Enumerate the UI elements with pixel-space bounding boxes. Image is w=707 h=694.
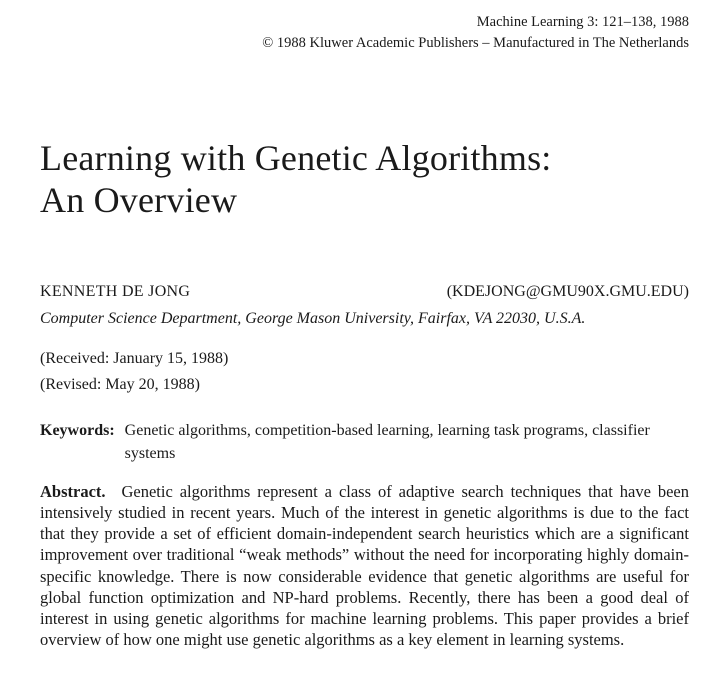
author-affiliation: Computer Science Department, George Mason University, Fairfax, VA 22030, U.S.A. bbox=[40, 310, 586, 328]
revised-date: (Revised: May 20, 1988) bbox=[40, 376, 200, 394]
journal-header bbox=[40, 12, 689, 53]
keywords-block bbox=[40, 420, 689, 465]
received-date: (Received: January 15, 1988) bbox=[40, 350, 229, 368]
journal-copyright: © 1988 Kluwer Academic Publishers – Manufactured in The Netherlands bbox=[262, 34, 689, 51]
keywords-label: Keywords: bbox=[40, 422, 115, 440]
abstract-text: Genetic algorithms represent a class of adaptive search techniques that have been intensively studied in recent years. Much of the interest in genetic algorithms is due to the fact that they provide a set of efficient domain-independent search heuristics which are a significant improvement over traditional “weak methods” without the need for incorporating highly domain-specific knowledge. There is now considerable evidence that genetic algorithms are useful for global function optimization and NP-hard problems. Recently, there has been a good deal of interest in using genetic algorithms for machine learning problems. This paper provides a brief overview of how one might use genetic algorithms as a key element in learning systems. bbox=[40, 482, 690, 649]
author-name: KENNETH DE JONG bbox=[40, 283, 191, 301]
author-row bbox=[40, 283, 689, 301]
dates-block bbox=[40, 350, 689, 394]
paper-title-line1: Learning with Genetic Algorithms: bbox=[40, 138, 552, 179]
abstract-label: Abstract. bbox=[40, 482, 106, 502]
paper-title bbox=[40, 137, 689, 221]
author-email: (KDEJONG@GMU90X.GMU.EDU) bbox=[446, 283, 689, 301]
journal-citation: Machine Learning 3: 121–138, 1988 bbox=[476, 14, 689, 30]
abstract-block bbox=[40, 481, 689, 650]
keywords-text: Genetic algorithms, competition-based learning, learning task programs, classifier systems bbox=[124, 422, 650, 462]
paper-title-line2: An Overview bbox=[40, 180, 238, 221]
